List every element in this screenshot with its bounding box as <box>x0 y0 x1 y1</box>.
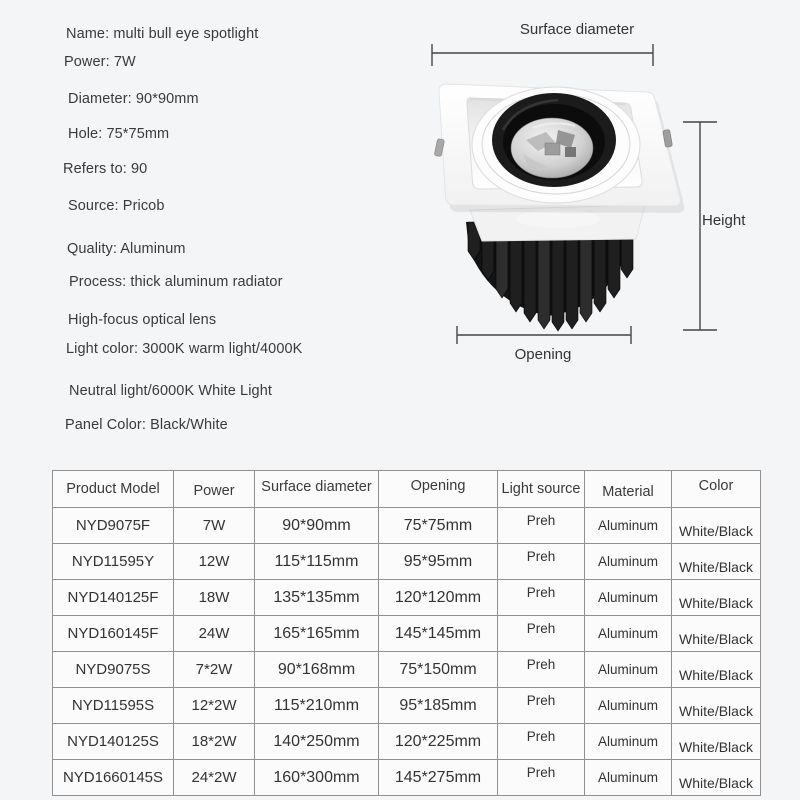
table-cell <box>379 688 498 724</box>
column-header-label: Opening <box>410 478 466 494</box>
table-cell <box>672 616 761 652</box>
table-cell <box>255 580 379 616</box>
table-cell <box>379 652 498 688</box>
table-cell <box>498 580 585 616</box>
table-cell-text: 115*115mm <box>274 552 359 570</box>
table-cell-text: 24W <box>198 625 230 642</box>
table-cell-text: 135*135mm <box>273 588 360 606</box>
table-cell <box>585 508 672 544</box>
table-cell <box>498 760 585 796</box>
table-cell <box>672 688 761 724</box>
column-header-label: Light source <box>501 481 581 497</box>
table-cell-text: 160*300mm <box>273 768 360 786</box>
table-cell-text: Aluminum <box>597 698 659 713</box>
table-cell <box>585 760 672 796</box>
table-cell-text: Aluminum <box>597 518 659 533</box>
column-header <box>174 471 255 508</box>
table-cell <box>53 688 174 724</box>
product-photo <box>408 8 793 380</box>
table-cell <box>255 652 379 688</box>
table-cell-text: Preh <box>526 585 556 600</box>
table-cell-text: Aluminum <box>597 662 659 677</box>
spec-line: Light color: 3000K warm light/4000K <box>66 341 303 357</box>
table-cell-text: Preh <box>526 549 556 564</box>
header-row <box>53 471 761 508</box>
table-cell-text: White/Black <box>679 522 753 539</box>
column-header-label: Product Model <box>66 481 160 497</box>
table-cell-text: NYD1660145S <box>62 769 164 786</box>
table-cell <box>53 616 174 652</box>
table-cell <box>379 508 498 544</box>
table-cell <box>53 760 174 796</box>
table-cell <box>53 724 174 760</box>
table-cell <box>672 724 761 760</box>
table-cell-text: Preh <box>526 621 556 636</box>
table-cell-text: White/Black <box>679 594 753 611</box>
table-cell-text: 7W <box>202 517 226 534</box>
column-header-label: Surface diameter <box>261 479 372 495</box>
spec-table-body <box>53 508 761 796</box>
table-cell <box>585 544 672 580</box>
table-cell <box>174 688 255 724</box>
table-cell-text: NYD140125F <box>67 589 159 606</box>
column-header <box>498 471 585 508</box>
table-cell-text: NYD160145F <box>67 625 159 642</box>
table-cell <box>53 544 174 580</box>
table-cell-text: Aluminum <box>597 590 659 605</box>
table-cell-text: White/Black <box>679 558 753 575</box>
table-cell <box>498 508 585 544</box>
table-cell <box>585 724 672 760</box>
column-header-label: Power <box>193 483 235 499</box>
table-cell-text: 18*2W <box>191 733 237 750</box>
table-cell-text: 145*145mm <box>394 624 482 642</box>
table-cell <box>585 652 672 688</box>
table-cell-text: 90*168mm <box>277 660 356 678</box>
table-cell <box>498 652 585 688</box>
table-cell <box>174 652 255 688</box>
spec-line: Hole: 75*75mm <box>68 126 170 142</box>
spec-line: Name: multi bull eye spotlight <box>66 26 259 42</box>
table-cell <box>174 508 255 544</box>
table-cell-text: 140*250mm <box>273 732 360 750</box>
table-cell <box>255 760 379 796</box>
table-cell-text: 24*2W <box>191 769 237 786</box>
table-cell <box>255 616 379 652</box>
table-cell <box>379 760 498 796</box>
spec-line: Neutral light/6000K White Light <box>69 383 272 399</box>
table-cell-text: 12W <box>198 553 230 570</box>
table-cell-text: Aluminum <box>597 626 659 641</box>
table-cell <box>585 688 672 724</box>
table-cell-text: 7*2W <box>195 661 233 678</box>
table-cell <box>53 652 174 688</box>
housing-neck <box>516 210 600 228</box>
table-cell-text: NYD9075S <box>75 661 151 678</box>
table-cell-text: White/Black <box>679 774 753 791</box>
column-header-label: Material <box>602 484 654 500</box>
table-cell-text: 90*90mm <box>282 516 351 534</box>
table-cell <box>498 724 585 760</box>
table-cell <box>585 580 672 616</box>
spec-line: Power: 7W <box>64 54 136 70</box>
table-row <box>53 580 761 616</box>
table-cell <box>174 616 255 652</box>
table-cell-text: 115*210mm <box>273 696 360 714</box>
table-cell-text: Aluminum <box>597 770 659 785</box>
table-cell-text: NYD11595Y <box>71 553 155 570</box>
table-cell-text: White/Black <box>679 630 753 647</box>
table-cell <box>498 544 585 580</box>
table-cell-text: White/Black <box>679 738 753 755</box>
table-cell <box>379 580 498 616</box>
table-cell <box>672 652 761 688</box>
table-cell <box>255 688 379 724</box>
table-cell-text: Preh <box>526 765 556 780</box>
table-cell-text: 75*75mm <box>403 516 473 534</box>
product-spec-table <box>52 470 761 796</box>
height-label: Height <box>702 212 746 229</box>
table-cell-text: Aluminum <box>597 554 659 569</box>
table-cell-text: 18W <box>198 589 230 606</box>
table-cell-text: NYD11595S <box>71 697 155 714</box>
spec-line: Process: thick aluminum radiator <box>69 274 283 290</box>
table-cell <box>672 508 761 544</box>
table-cell-text: Preh <box>526 657 556 672</box>
table-cell-text: 165*165mm <box>273 624 360 642</box>
product-diagram <box>408 8 793 380</box>
table-cell <box>174 544 255 580</box>
table-cell <box>672 580 761 616</box>
product-spec-list <box>0 0 410 460</box>
column-header <box>255 471 379 508</box>
table-cell-text: 75*150mm <box>399 660 477 678</box>
spec-line: Source: Pricob <box>68 198 165 214</box>
table-cell <box>379 724 498 760</box>
table-cell <box>585 616 672 652</box>
table-cell <box>672 544 761 580</box>
table-cell-text: Aluminum <box>597 734 659 749</box>
table-cell-text: NYD140125S <box>67 733 159 750</box>
surface-diameter-dimension <box>432 44 653 66</box>
table-cell-text: 95*185mm <box>399 696 477 714</box>
surface-diameter-label: Surface diameter <box>519 21 635 38</box>
opening-label: Opening <box>514 346 572 363</box>
spec-line: High-focus optical lens <box>68 312 217 328</box>
table-cell <box>379 544 498 580</box>
table-cell <box>498 616 585 652</box>
table-cell <box>255 544 379 580</box>
spec-table-head <box>53 471 761 508</box>
table-cell-text: NYD9075F <box>75 517 151 534</box>
table-cell <box>672 760 761 796</box>
table-cell-text: White/Black <box>679 702 753 719</box>
table-row <box>53 760 761 796</box>
table-cell-text: Preh <box>526 693 556 708</box>
table-row <box>53 688 761 724</box>
spec-line: Quality: Aluminum <box>67 241 186 257</box>
table-cell <box>379 616 498 652</box>
table-cell <box>174 580 255 616</box>
table-row <box>53 544 761 580</box>
table-cell-text: Preh <box>526 513 556 528</box>
table-row <box>53 616 761 652</box>
table-cell <box>174 760 255 796</box>
column-header <box>672 471 761 508</box>
spec-line: Panel Color: Black/White <box>65 417 228 433</box>
table-cell-text: 12*2W <box>191 697 237 714</box>
table-cell-text: Preh <box>526 729 556 744</box>
table-cell-text: 95*95mm <box>403 552 473 570</box>
table-cell <box>53 580 174 616</box>
column-header <box>379 471 498 508</box>
table-cell-text: 120*225mm <box>394 732 482 750</box>
table-row <box>53 652 761 688</box>
table-cell-text: White/Black <box>679 666 753 683</box>
spec-line: Refers to: 90 <box>63 161 148 177</box>
table-cell-text: 120*120mm <box>394 588 482 606</box>
column-header <box>53 471 174 508</box>
table-cell <box>498 688 585 724</box>
column-header <box>585 471 672 508</box>
table-row <box>53 508 761 544</box>
table-cell <box>255 724 379 760</box>
table-cell <box>255 508 379 544</box>
column-header-label: Color <box>698 478 734 494</box>
table-cell <box>53 508 174 544</box>
table-cell-text: 145*275mm <box>394 768 482 786</box>
spec-line: Diameter: 90*90mm <box>68 91 199 107</box>
table-row <box>53 724 761 760</box>
table-cell <box>174 724 255 760</box>
